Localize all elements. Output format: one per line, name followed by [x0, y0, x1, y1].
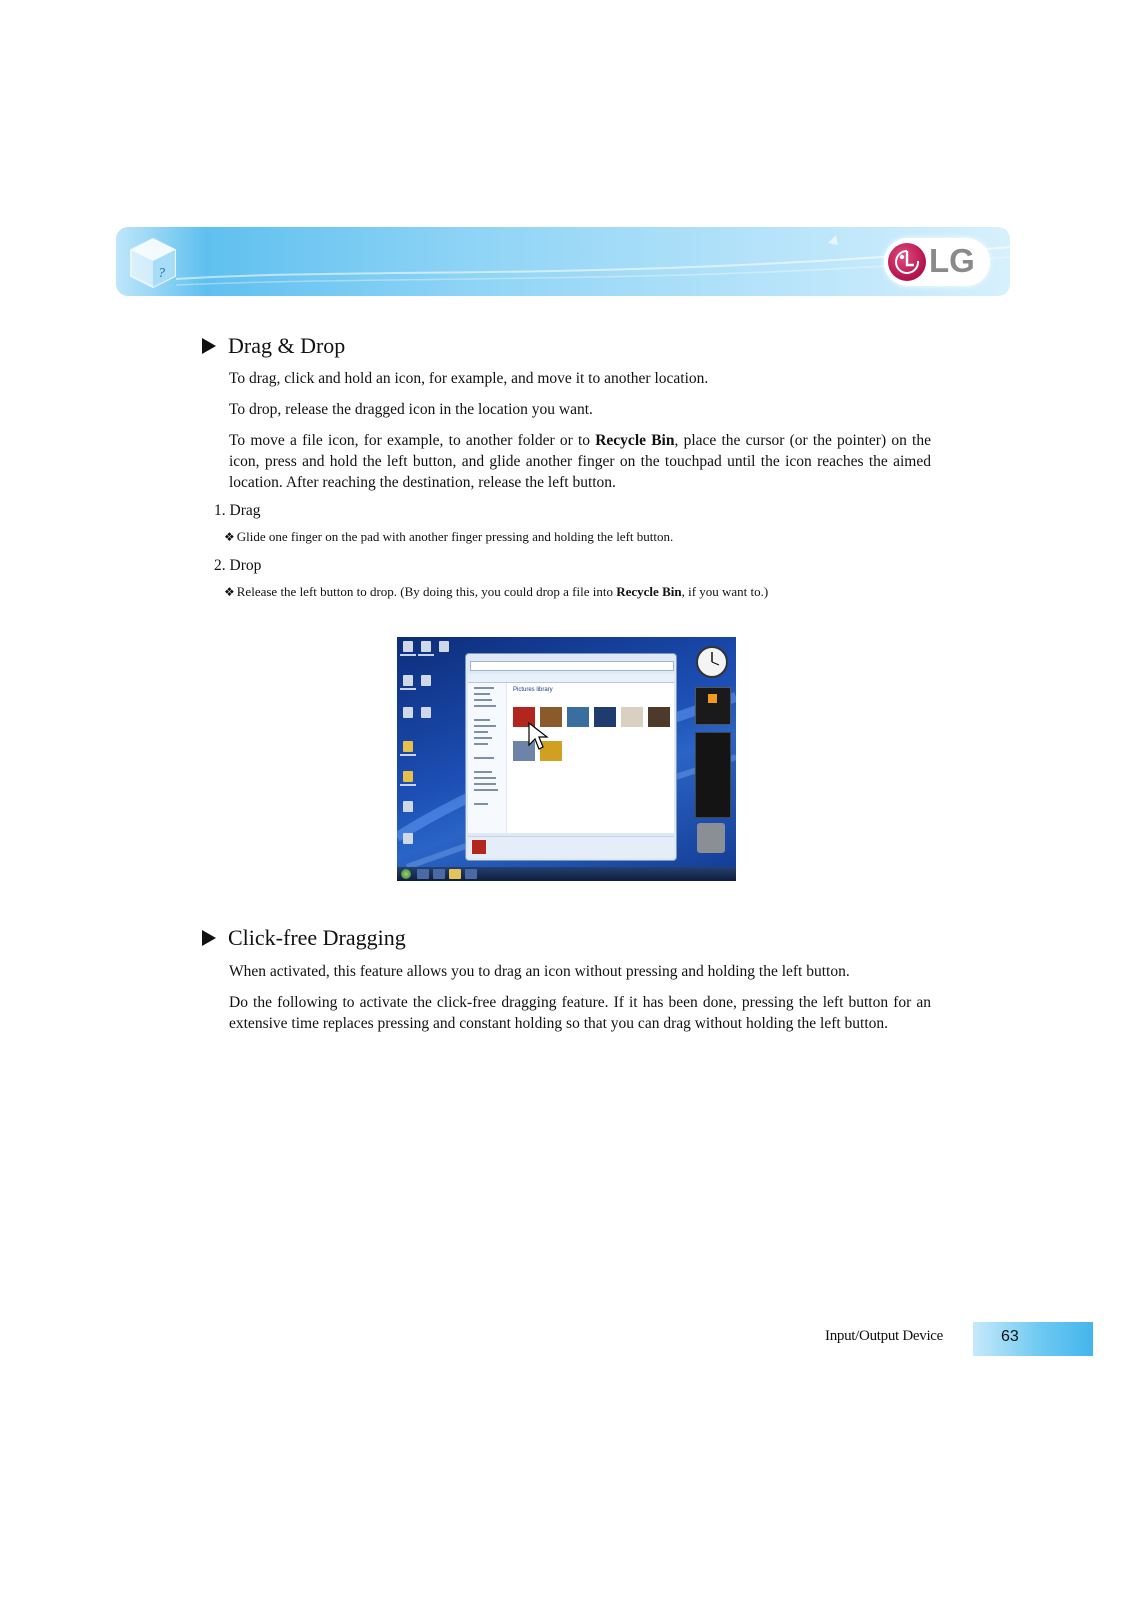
nav-item: [474, 737, 492, 739]
explorer-toolbar: [468, 674, 674, 683]
taskbar-button: [417, 869, 429, 879]
desktop-icon-label: [418, 654, 434, 656]
step-drag-note-text: Glide one finger on the pad with another finger pressing and holding the left button.: [236, 529, 674, 544]
mouse-pointer-icon: [527, 721, 549, 751]
navigation-pane: [468, 683, 506, 833]
desktop-icon: [403, 707, 413, 718]
banner-swoosh: [116, 227, 1010, 296]
recycle-bin-bold: Recycle Bin: [616, 584, 682, 599]
thumbnail: [621, 707, 643, 727]
desktop-icon: [403, 675, 413, 686]
nav-item: [474, 687, 494, 689]
nav-item: [474, 803, 488, 805]
paragraph-move-file: [229, 430, 931, 493]
header-banner: [116, 227, 1010, 296]
explorer-window: [465, 653, 677, 861]
step-drop-note-before: Release the left button to drop. (By doing this, you could drop a file into: [236, 584, 617, 599]
nav-item: [474, 731, 488, 733]
thumbnail: [648, 707, 670, 727]
step-drag-note: [224, 529, 673, 545]
thumbnail: [594, 707, 616, 727]
step-drop-label: 2. Drop: [214, 557, 262, 574]
move-text-after: , place the cursor (or the pointer) on the icon, press and hold the left button, and glide another finger on the touchpad until the icon reaches the aimed location. After reaching the destination, release the left button.: [229, 432, 931, 491]
lg-face-icon: [888, 243, 926, 281]
desktop-icon: [439, 641, 449, 652]
section-title-text: Drag & Drop: [228, 333, 346, 358]
nav-item: [474, 757, 494, 759]
section-title-text: Click-free Dragging: [228, 925, 406, 950]
section-title-drag-drop: [202, 333, 345, 359]
desktop-icon-label: [400, 654, 416, 656]
nav-item: [474, 777, 496, 779]
taskbar-button: [433, 869, 445, 879]
desktop-icon: [403, 641, 413, 652]
details-thumbnail: [472, 840, 486, 854]
rss-icon: [708, 694, 717, 703]
thumbnail: [567, 707, 589, 727]
desktop-icon: [403, 771, 413, 782]
paragraph-click-free-intro: When activated, this feature allows you to drag an icon without pressing and holding the left button.: [229, 963, 850, 980]
drag-drop-screenshot: [397, 637, 736, 881]
details-pane: [468, 836, 674, 858]
page-number-box: [973, 1322, 1093, 1356]
recycle-bin-bold: Recycle Bin: [595, 432, 675, 449]
taskbar-button: [465, 869, 477, 879]
headlines-gadget: [695, 732, 731, 818]
nav-item: [474, 705, 496, 707]
four-diamond-bullet-icon: ❖: [224, 530, 235, 544]
triangle-bullet-icon: [202, 930, 216, 946]
lg-face-glyph-icon: [888, 243, 926, 281]
desktop-icon: [403, 833, 413, 844]
lg-logo-text: LG: [929, 242, 975, 279]
four-diamond-bullet-icon: ❖: [224, 585, 235, 599]
desktop-icon-label: [400, 688, 416, 690]
nav-item: [474, 693, 490, 695]
nav-item: [474, 789, 498, 791]
nav-item: [474, 771, 492, 773]
library-title: Pictures library: [513, 687, 553, 693]
address-bar: [470, 661, 674, 671]
paragraph-drag: To drag, click and hold an icon, for example, and move it to another location.: [229, 370, 709, 387]
step-drop-note: [224, 584, 768, 600]
nav-item: [474, 699, 492, 701]
desktop-icon: [421, 707, 431, 718]
start-button-icon: [401, 869, 411, 879]
section-title-click-free: [202, 925, 406, 951]
nav-item: [474, 719, 490, 721]
footer-section-label: Input/Output Device: [825, 1328, 944, 1344]
desktop-icon: [403, 741, 413, 752]
paragraph-drop: To drop, release the dragged icon in the location you want.: [229, 401, 593, 418]
desktop-icon: [421, 641, 431, 652]
nav-item: [474, 783, 496, 785]
desktop-icon: [403, 801, 413, 812]
feed-gadget: [695, 687, 731, 725]
desktop-icon-label: [400, 784, 416, 786]
triangle-bullet-icon: [202, 338, 216, 354]
slideshow-gadget: [697, 823, 725, 853]
move-text-before: To move a file icon, for example, to another folder or to: [229, 432, 596, 449]
paragraph-click-free-activate: Do the following to activate the click-free dragging feature. If it has been done, pressing the left button for an extensive time replaces pressing and constant holding so that you can drag without holding the left button.: [229, 994, 931, 1032]
desktop-icon-label: [400, 754, 416, 756]
help-cube-icon: [129, 237, 177, 289]
taskbar: [397, 867, 736, 881]
nav-item: [474, 743, 488, 745]
desktop-icon: [421, 675, 431, 686]
step-drop-note-after: , if you want to.): [681, 584, 769, 599]
nav-item: [474, 725, 496, 727]
step-drag-label: 1. Drag: [214, 502, 261, 519]
taskbar-button: [449, 869, 461, 879]
file-pane: [507, 683, 674, 833]
svg-text:?: ?: [158, 266, 165, 281]
page-number: 63: [1001, 1328, 1019, 1345]
clock-gadget-icon: [695, 643, 729, 681]
